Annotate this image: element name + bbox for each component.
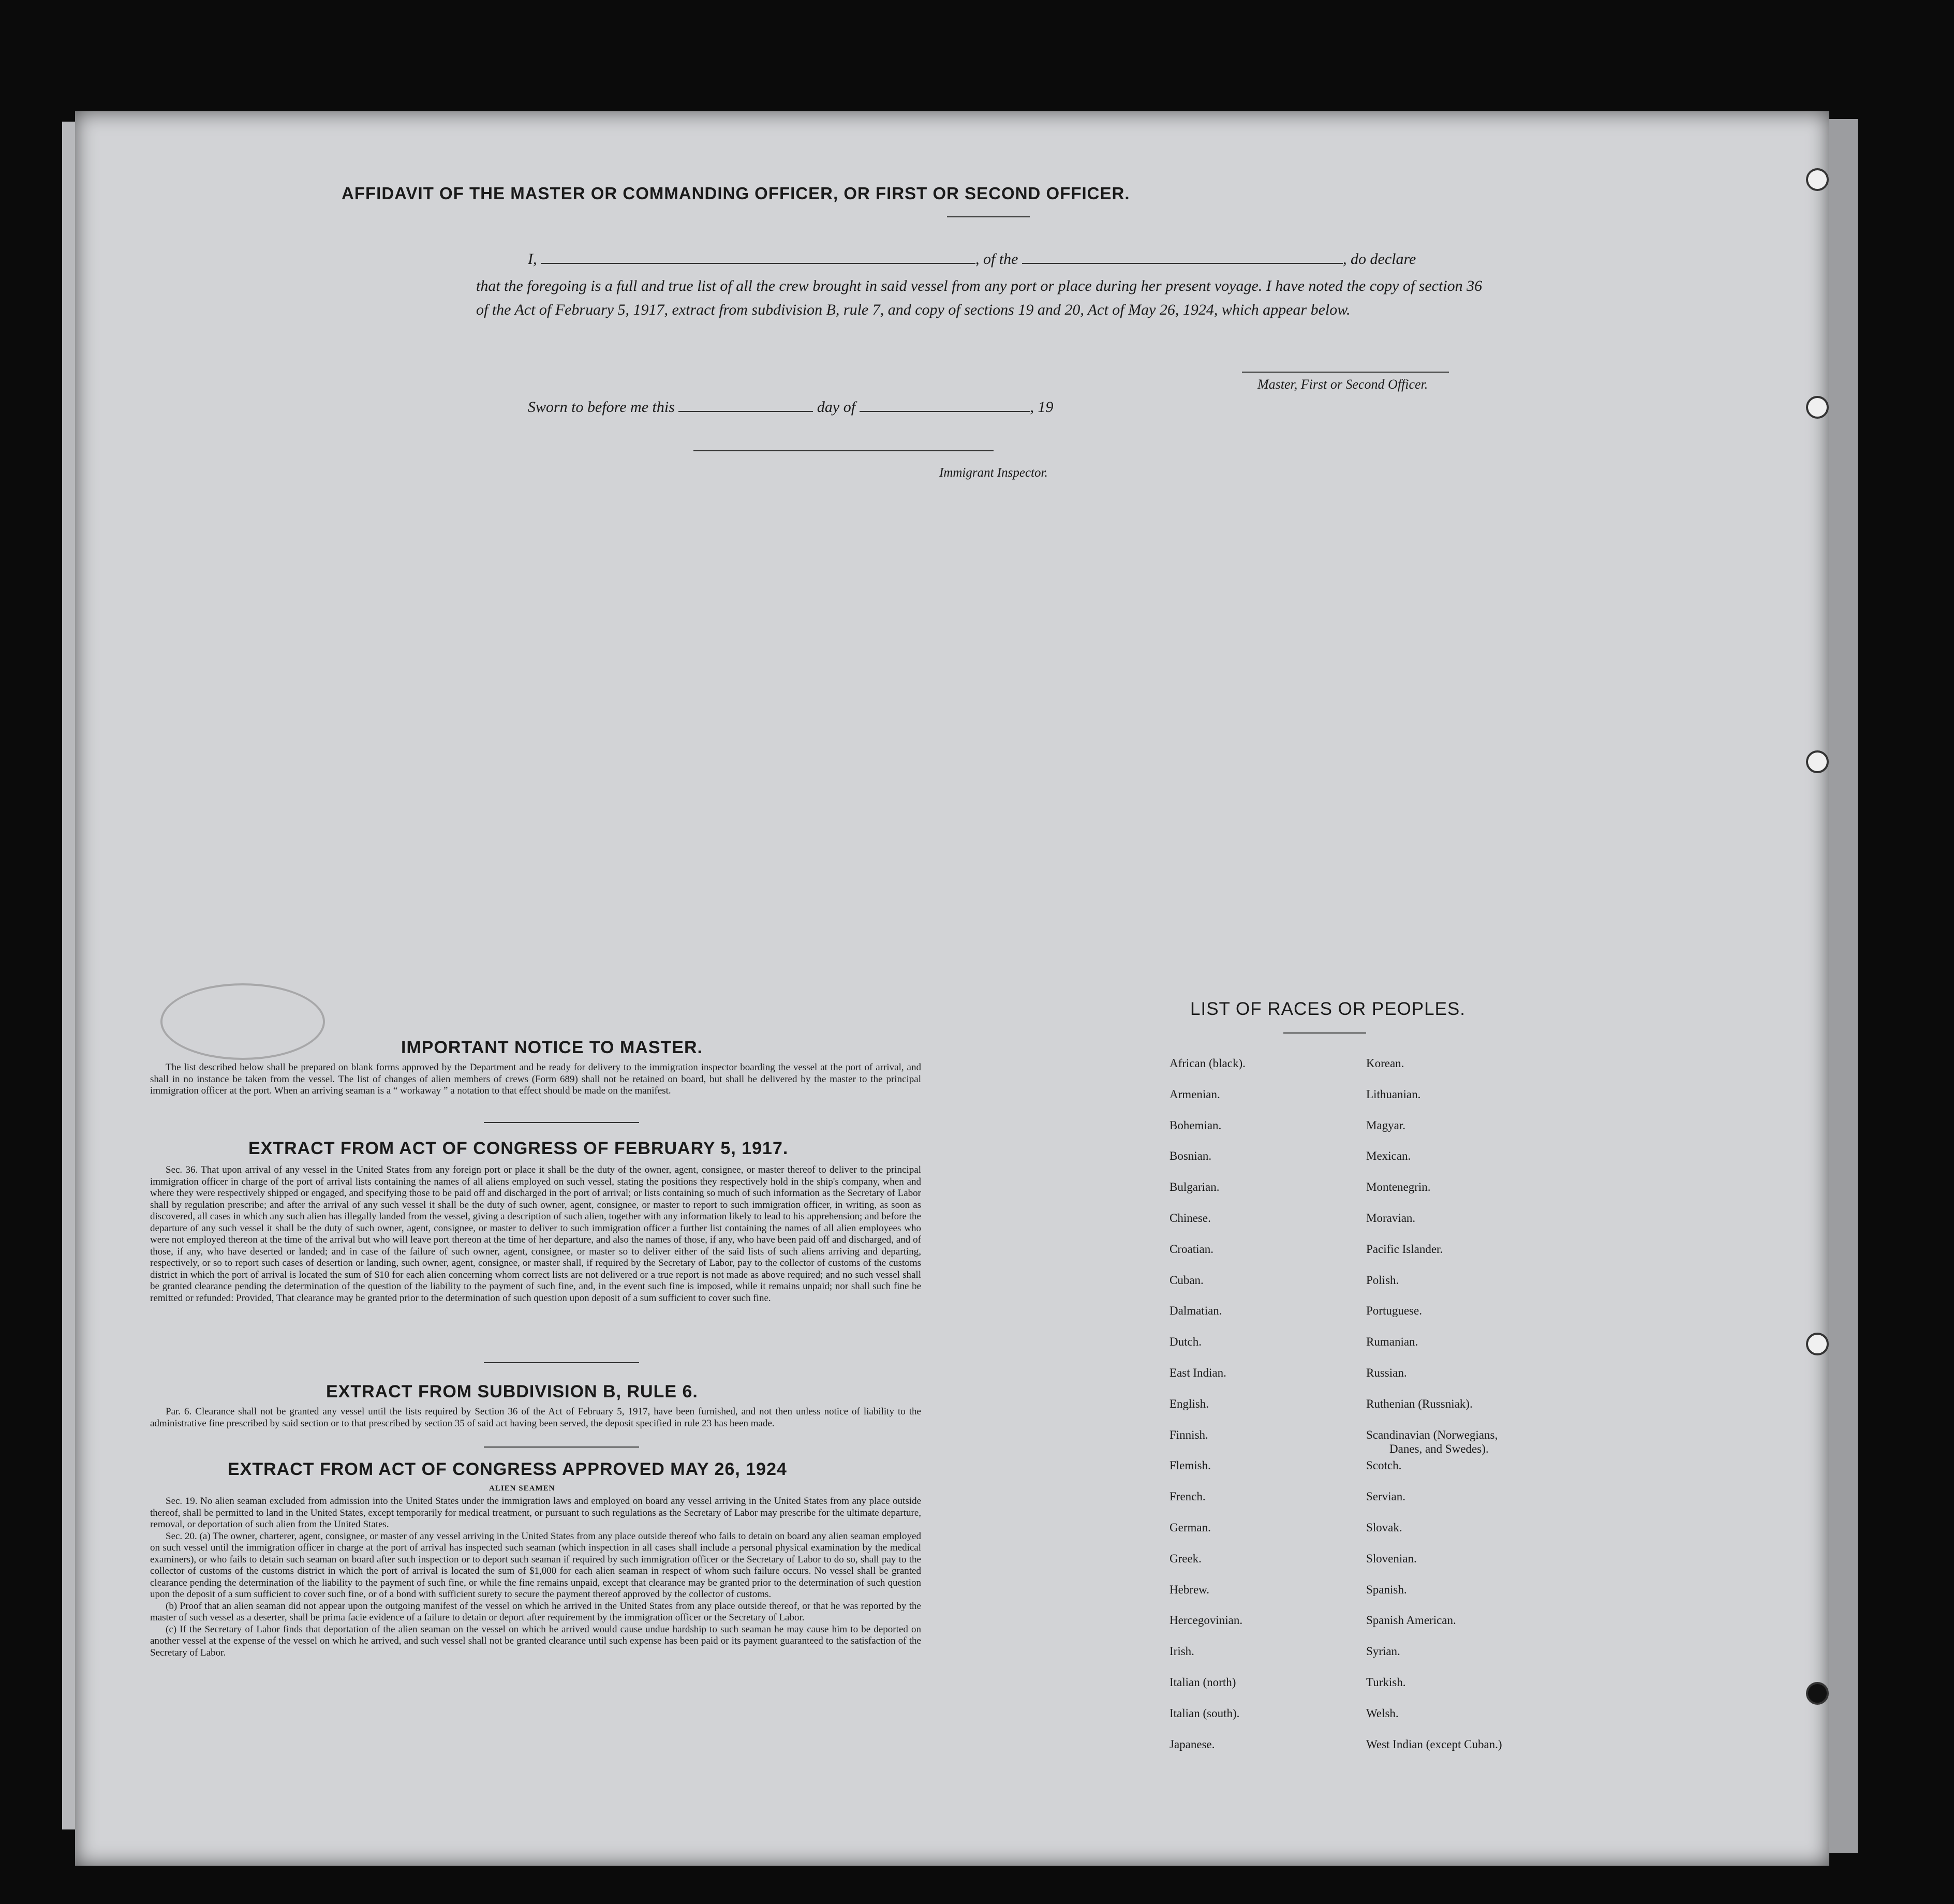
race-item: Bosnian. (1170, 1149, 1212, 1163)
divider (484, 1447, 639, 1448)
race-item: Moravian. (1366, 1212, 1416, 1224)
vessel-blank[interactable] (1022, 263, 1343, 264)
race-item: Mexican. (1366, 1149, 1411, 1163)
race-item: Dalmatian. (1170, 1304, 1222, 1318)
sworn-month-blank[interactable] (860, 411, 1030, 412)
race-item: Scotch. (1366, 1459, 1402, 1472)
race-item: East Indian. (1170, 1366, 1226, 1379)
race-item: Finnish. (1170, 1428, 1208, 1441)
race-item: Armenian. (1170, 1087, 1220, 1101)
signature-caption: Master, First or Second Officer. (1257, 377, 1428, 392)
race-item: Servian. (1366, 1490, 1406, 1503)
race-item: Ruthenian (Russniak). (1366, 1397, 1473, 1410)
race-item: Turkish. (1366, 1676, 1406, 1689)
race-item: Danes, and Swedes). (1389, 1442, 1489, 1455)
subdivision-text: Par. 6. Clearance shall not be granted any vessel until the lists required by Section 36 of the Act of February 5, 1917, have been furnished, and not then unless notice of liability to the administrative fine prescribed by said section or to that prescribed by section 35 of said act having been served, the deposit specified in rule 23 has been made. (150, 1406, 921, 1429)
extract-1924-body (150, 1496, 921, 1659)
punch-hole (1806, 396, 1829, 419)
race-item: Scandinavian (Norwegians, (1366, 1428, 1498, 1441)
notice-heading: IMPORTANT NOTICE TO MASTER. (401, 1038, 703, 1057)
of-the-label: , of the (975, 250, 1018, 268)
name-blank[interactable] (541, 263, 975, 264)
race-item: Bohemian. (1170, 1118, 1222, 1132)
race-item: Portuguese. (1366, 1304, 1422, 1318)
race-item: English. (1170, 1397, 1209, 1410)
race-item: Japanese. (1170, 1737, 1215, 1751)
faded-stamp (160, 983, 325, 1060)
race-item: Magyar. (1366, 1118, 1406, 1132)
extract-1917-text: Sec. 36. That upon arrival of any vessel in the United States from any foreign port or place it shall be the duty of the owner, agent, consignee, or master thereof to deliver to the principal immigration officer in charge of the port of arrival lists containing the names of all aliens employed on such vessel, stating the positions they respectively hold in the ship's company, when and where they were respectively shipped or engaged, and specifying those to be paid off and discharged in the port of arrival; or lists containing so much of such information as the Secretary of Labor shall by regulation prescribe; and after the arrival of any such vessel it shall be the duty of such owner, agent, consignee, or master to report to such immigration officer, in writing, as soon as discovered, all cases in which any such alien has illegally landed from the vessel, giving a description of such alien, together with any information likely to lead to his apprehension; and before the departure of any such vessel it shall be the duty of such owner, agent, consignee, or master to deliver to such immigration officer a further list containing the names of all alien employees who were not employed thereon at the time of the arrival but who will leave port thereon at the time of her departure, and also the names of those, if any, who have been paid off and discharged, and of those, if any, who have deserted or landed; and in case of the failure of such owner, agent, consignee, or master so to deliver either of the said lists of such aliens arriving and departing, respectively, or so to report such cases of desertion or landing, such owner, agent, consignee, or master shall, if required by the Secretary of Labor, pay to the collector of customs of the customs district in which the port of arrival is located the sum of $10 for each alien concerning whom correct lists are not delivered or a true report is not made as above required; and no such vessel shall be granted clearance pending the determination of the question of the liability to the payment of such fine, and, in the event such fine is imposed, while it remains unpaid; nor shall such fine be remitted or refunded: Provided, That clearance may be granted prior to the determination of such question upon deposit of a sum sufficient to cover such fine. (150, 1164, 921, 1304)
race-item: Korean. (1366, 1057, 1404, 1070)
race-item: Spanish American. (1366, 1614, 1456, 1627)
day-of-label: day of (817, 398, 856, 416)
races-heading: LIST OF RACES OR PEOPLES. (1190, 999, 1466, 1019)
divider (484, 1362, 639, 1363)
race-item: Syrian. (1366, 1645, 1400, 1658)
race-item: Lithuanian. (1366, 1087, 1421, 1101)
race-item: Chinese. (1170, 1212, 1211, 1224)
punch-hole (1806, 1682, 1829, 1705)
race-item: Slovak. (1366, 1521, 1402, 1534)
divider (484, 1122, 639, 1123)
extract-1924-heading: EXTRACT FROM ACT OF CONGRESS APPROVED MAY 26, 1924 (228, 1459, 787, 1479)
race-item: German. (1170, 1521, 1211, 1534)
sec-20b-text: (b) Proof that an alien seaman did not appear upon the outgoing manifest of the vessel on which he arrived in the United States from any place outside thereof, or that he was reported by the master of such vessel as a deserter, shall be prima facie evidence of a failure to detain or deport after requirement by the immigration officer or the Secretary of Labor. (150, 1600, 921, 1623)
race-item: Slovenian. (1366, 1552, 1417, 1565)
extract-1917-heading: EXTRACT FROM ACT OF CONGRESS OF FEBRUARY 5, 1917. (248, 1139, 789, 1158)
affidavit-first-line (528, 250, 1416, 268)
sworn-day-blank[interactable] (678, 411, 813, 412)
punch-hole (1806, 168, 1829, 191)
race-item: Irish. (1170, 1645, 1194, 1658)
divider (947, 216, 1030, 217)
race-item: Italian (north) (1170, 1676, 1236, 1689)
race-item: Montenegrin. (1366, 1180, 1431, 1194)
punch-hole (1806, 1333, 1829, 1355)
sworn-label: Sworn to before me this (528, 398, 675, 416)
race-item: Greek. (1170, 1552, 1202, 1565)
affidavit-heading: AFFIDAVIT OF THE MASTER OR COMMANDING OFFICER, OR FIRST OR SECOND OFFICER. (342, 184, 1130, 203)
race-item: Dutch. (1170, 1335, 1202, 1349)
sec-20a-text: Sec. 20. (a) The owner, charterer, agent, consignee, or master of any vessel arriving in the United States from any place outside thereof who fails to detain on board any alien seaman employed on such vessel until the immigration officer in charge at the port of arrival has inspected such seaman (which inspection in all cases shall include a personal physical examination by the medical examiners), or who fails to detain such seaman on board after such inspection or to deport such seaman if required by such immigration officer or the Secretary of Labor to do so, shall pay to the collector of customs of the customs district in which the port of arrival is located the sum of $1,000 for each alien seaman in respect of whom such failure occurs. No vessel shall be granted clearance pending the determination of the liability to the payment of such fine, or while the fine remains unpaid, except that clearance may be granted prior to the determination of such question upon the deposit of a sum sufficient to cover such fine, or of a bond with sufficient surety to secure the payment thereof approved by the collector of customs. (150, 1530, 921, 1600)
race-item: Russian. (1366, 1366, 1407, 1379)
sec-20c-text: (c) If the Secretary of Labor finds that deportation of the alien seaman on the vessel on which he arrived would cause undue hardship to such seaman he may cause him to be deported on another vessel at the expense of the vessel on which he arrived, and such vessel shall not be granted clearance until such expense has been paid or its payment guaranteed to the satisfaction of the Secretary of Labor. (150, 1623, 921, 1658)
divider (1283, 1032, 1366, 1034)
do-declare-label: , do declare (1343, 250, 1416, 268)
subdivision-heading: EXTRACT FROM SUBDIVISION B, RULE 6. (326, 1382, 698, 1401)
race-item: Welsh. (1366, 1706, 1399, 1720)
affidavit-declaration: that the foregoing is a full and true list of all the crew brought in said vessel from any port or place during her present voyage. I have noted the copy of section 36 of the Act of February 5, 1917, extract from subdivision B, rule 7, and copy of sections 19 and 20, Act of May 26, 1924, which appear below. (476, 277, 1483, 318)
race-item: Rumanian. (1366, 1335, 1418, 1349)
race-item: Spanish. (1366, 1583, 1407, 1596)
race-item: West Indian (except Cuban.) (1366, 1737, 1502, 1751)
year-label: , 19 (1030, 398, 1054, 416)
race-item: French. (1170, 1490, 1206, 1503)
race-item: Bulgarian. (1170, 1180, 1220, 1194)
extract-1924-subheading: ALIEN SEAMEN (489, 1484, 555, 1493)
race-item: Pacific Islander. (1366, 1242, 1443, 1256)
race-item: Polish. (1366, 1273, 1399, 1287)
sworn-line (528, 398, 1054, 416)
race-item: African (black). (1170, 1057, 1246, 1070)
signature-line[interactable] (1242, 372, 1449, 373)
race-item: Hercegovinian. (1170, 1614, 1243, 1627)
race-item: Croatian. (1170, 1242, 1213, 1256)
inspector-caption: Immigrant Inspector. (939, 466, 1048, 480)
race-item: Hebrew. (1170, 1583, 1210, 1596)
sec-19-text: Sec. 19. No alien seaman excluded from admission into the United States under the immigration laws and employed on board any vessel arriving in the United States from any place outside thereof, shall be permitted to land in the United States, except temporarily for medical treatment, or pursuant to such regulations as the Secretary of Labor may prescribe for the ultimate departure, removal, or deportation of such alien from the United States. (150, 1496, 921, 1530)
punch-hole (1806, 750, 1829, 773)
notice-text: The list described below shall be prepared on blank forms approved by the Department and be ready for delivery to the immigration inspector boarding the vessel at the port of arrival, and shall in no instance be taken from the vessel. The list of changes of alien members of crews (Form 689) shall not be retained on board, but shall be delivered by the master to the principal immigration officer at the port. When an arriving seaman is a “ workaway ” a notation to that effect should be made on the manifest. (150, 1062, 921, 1096)
race-item: Flemish. (1170, 1459, 1211, 1472)
i-label: I, (528, 250, 537, 268)
inspector-signature-line[interactable] (693, 450, 994, 451)
underlying-page-edge-right (1829, 119, 1858, 1853)
race-item: Italian (south). (1170, 1706, 1240, 1720)
race-item: Cuban. (1170, 1273, 1204, 1287)
